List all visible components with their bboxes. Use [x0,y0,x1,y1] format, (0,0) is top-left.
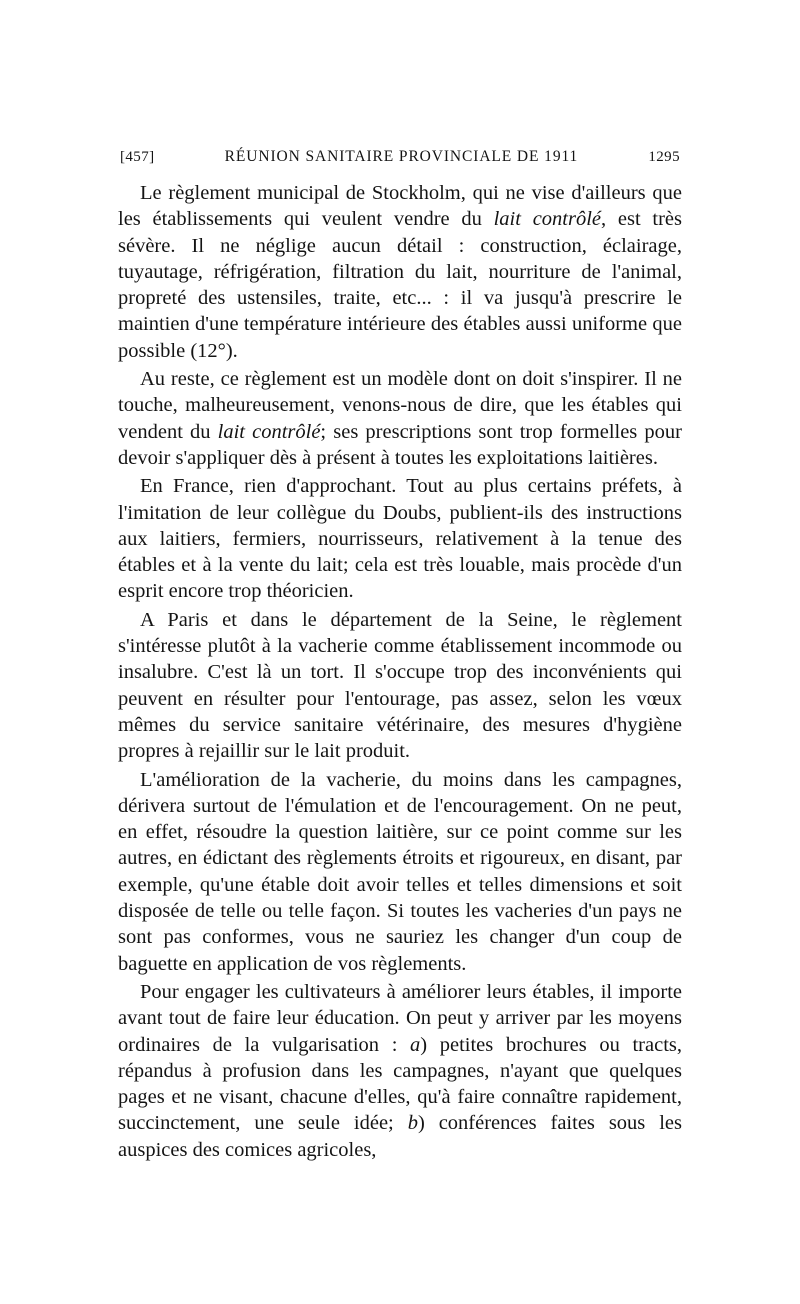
paragraph-text: Le règlement municipal de Stockholm, qui ne vise d'ailleurs que les établissements qui veulent vendre du [118,182,682,231]
paragraph-en-france [118,473,682,604]
italic-letter: b [407,1112,418,1135]
paragraph-text: ; ses prescriptions sont trop formelles pour devoir s'appliquer dès à présent à toutes les exploitations laitières. [118,420,682,469]
paragraph-text: Pour engager les cultivateurs à améliorer leurs étables, il importe avant tout de faire leur éducation. On peut y arriver par les moyens ordinaires de la vulgarisation : [118,980,682,1056]
italic-term: lait contrôlé [217,420,321,443]
paragraph-amelioration [118,767,682,977]
paragraph-text: ) conférences faites sous les auspices des comices agricoles, [118,1112,682,1161]
running-title: RÉUNION SANITAIRE PROVINCIALE DE 1911 [224,148,579,165]
paragraph-text: En France, rien d'approchant. Tout au plus certains préfets, à l'imitation de leur collègue du Doubs, publient-ils des instructions aux laitiers, fermiers, nourrisseurs, relativement à la tenue des étables et à la vente du lait; cela est très louable, mais procède d'un esprit encore trop théoricien. [118,475,682,603]
section-number: [457] [120,149,155,165]
running-header [118,148,682,166]
paragraph-text: , est très sévère. Il ne néglige aucun détail : construction, éclairage, tuyautage, réfrigération, filtration du lait, nourriture de l'animal, propreté des ustensiles, traite, etc... : il va jusqu'à prescrire le maintien d'une température intérieure des étables aussi uniforme que possible (12°). [118,208,683,362]
paragraph-au-reste [118,366,682,471]
italic-letter: a [410,1033,421,1056]
paragraph-pour-engager [118,979,682,1163]
italic-term: lait contrôlé [493,208,602,231]
paragraph-paris [118,607,682,765]
paragraph-text: L'amélioration de la vacherie, du moins dans les campagnes, dérivera surtout de l'émulation et de l'encouragement. On ne peut, en effet, résoudre la question laitière, sur ce point comme sur les autres, en édictant des règlements étroits et rigoureux, en disant, par exemple, qu'une étable doit avoir telles et telles dimensions et soit disposée de telle ou telle façon. Si toutes les vacheries d'un pays ne sont pas conformes, vous ne sauriez les changer d'un coup de baguette en application de vos règlements. [118,768,682,975]
paragraph-text: ) petites brochures ou tracts, répandus à profusion dans les campagnes, n'ayant que quelques pages et ne visant, chacune d'elles, qu'à faire connaître rapidement, succinctement, une seule idée; [118,1033,683,1135]
body-text [118,180,682,1163]
paragraph-stockholm [118,180,682,364]
paragraph-text: Au reste, ce règlement est un modèle dont on doit s'inspirer. Il ne touche, malheureusement, venons-nous de dire, que les étables qui vendent du [118,368,682,443]
page-number: 1295 [648,149,680,165]
book-page [118,148,682,1163]
paragraph-text: A Paris et dans le département de la Seine, le règlement s'intéresse plutôt à la vacherie comme établissement incommode ou insalubre. C'est là un tort. Il s'occupe trop des inconvénients qui peuvent en résulter pour l'entourage, pas assez, selon les vœux mêmes du service sanitaire vétérinaire, des mesures d'hygiène propres à rejaillir sur le lait produit. [118,608,682,763]
